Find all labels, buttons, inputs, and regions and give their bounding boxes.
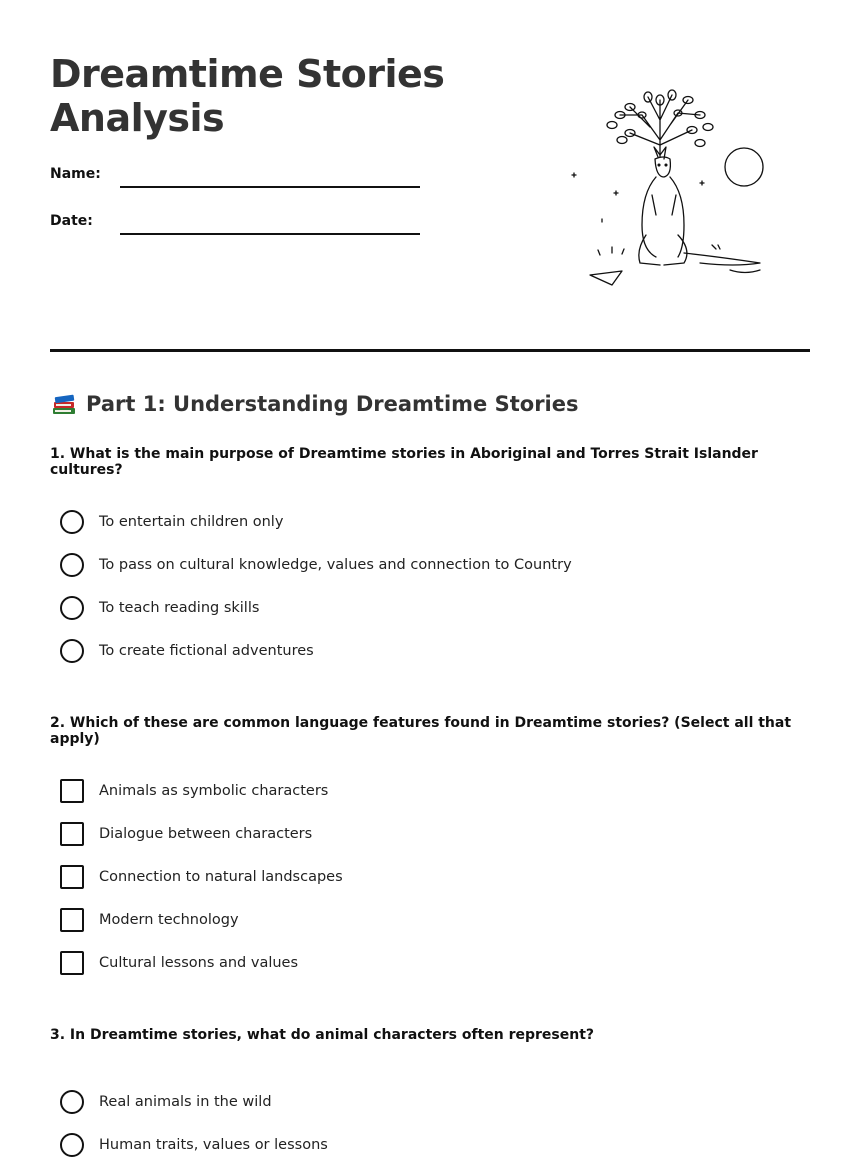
name-field[interactable]	[120, 186, 420, 188]
option-label: Real animals in the wild	[99, 1094, 272, 1110]
question-3: 3. In Dreamtime stories, what do animal characters often represent?	[50, 1027, 595, 1043]
q3-option-2[interactable]	[60, 1132, 328, 1158]
option-label: Dialogue between characters	[99, 826, 313, 842]
name-label: Name:	[50, 166, 101, 182]
radio-button[interactable]	[60, 1133, 84, 1157]
q2-option-3[interactable]	[60, 864, 343, 890]
option-label: To teach reading skills	[99, 600, 260, 616]
title-line-2: Analysis	[50, 96, 225, 140]
option-label: Human traits, values or lessons	[99, 1137, 328, 1153]
page-title	[50, 52, 490, 140]
date-field[interactable]	[120, 233, 420, 235]
date-label: Date:	[50, 213, 93, 229]
checkbox[interactable]	[60, 822, 84, 846]
part1-title: Part 1: Understanding Dreamtime Stories	[86, 392, 579, 416]
kangaroo-tree-moon-illustration	[560, 85, 775, 295]
q2-option-4[interactable]	[60, 907, 239, 933]
question-2: 2. Which of these are common language features found in Dreamtime stories? (Select all that apply)	[50, 715, 792, 747]
checkbox[interactable]	[60, 908, 84, 932]
q2-option-1[interactable]	[60, 778, 328, 804]
part1-heading	[50, 388, 579, 420]
radio-button[interactable]	[60, 1090, 84, 1114]
option-label: Connection to natural landscapes	[99, 869, 343, 885]
radio-button[interactable]	[60, 639, 84, 663]
q2-option-2[interactable]	[60, 821, 312, 847]
checkbox[interactable]	[60, 779, 84, 803]
title-line-1: Dreamtime Stories	[50, 52, 445, 96]
q1-option-2[interactable]	[60, 552, 572, 578]
radio-button[interactable]	[60, 553, 84, 577]
q1-option-1[interactable]	[60, 509, 283, 535]
option-label: Modern technology	[99, 912, 239, 928]
option-label: To create fictional adventures	[99, 643, 314, 659]
moon-icon	[725, 148, 763, 186]
section-divider	[50, 349, 810, 352]
option-label: To pass on cultural knowledge, values and connection to Country	[99, 557, 572, 573]
option-label: Cultural lessons and values	[99, 955, 299, 971]
option-label: Animals as symbolic characters	[99, 783, 329, 799]
q1-option-4[interactable]	[60, 638, 314, 664]
radio-button[interactable]	[60, 596, 84, 620]
checkbox[interactable]	[60, 951, 84, 975]
q3-option-1[interactable]	[60, 1089, 272, 1115]
question-1: 1. What is the main purpose of Dreamtime stories in Aboriginal and Torres Strait Islander cultures?	[50, 446, 758, 478]
q1-option-3[interactable]	[60, 595, 259, 621]
books-icon	[50, 390, 78, 418]
radio-button[interactable]	[60, 510, 84, 534]
option-label: To entertain children only	[99, 514, 284, 530]
checkbox[interactable]	[60, 865, 84, 889]
q2-option-5[interactable]	[60, 950, 298, 976]
